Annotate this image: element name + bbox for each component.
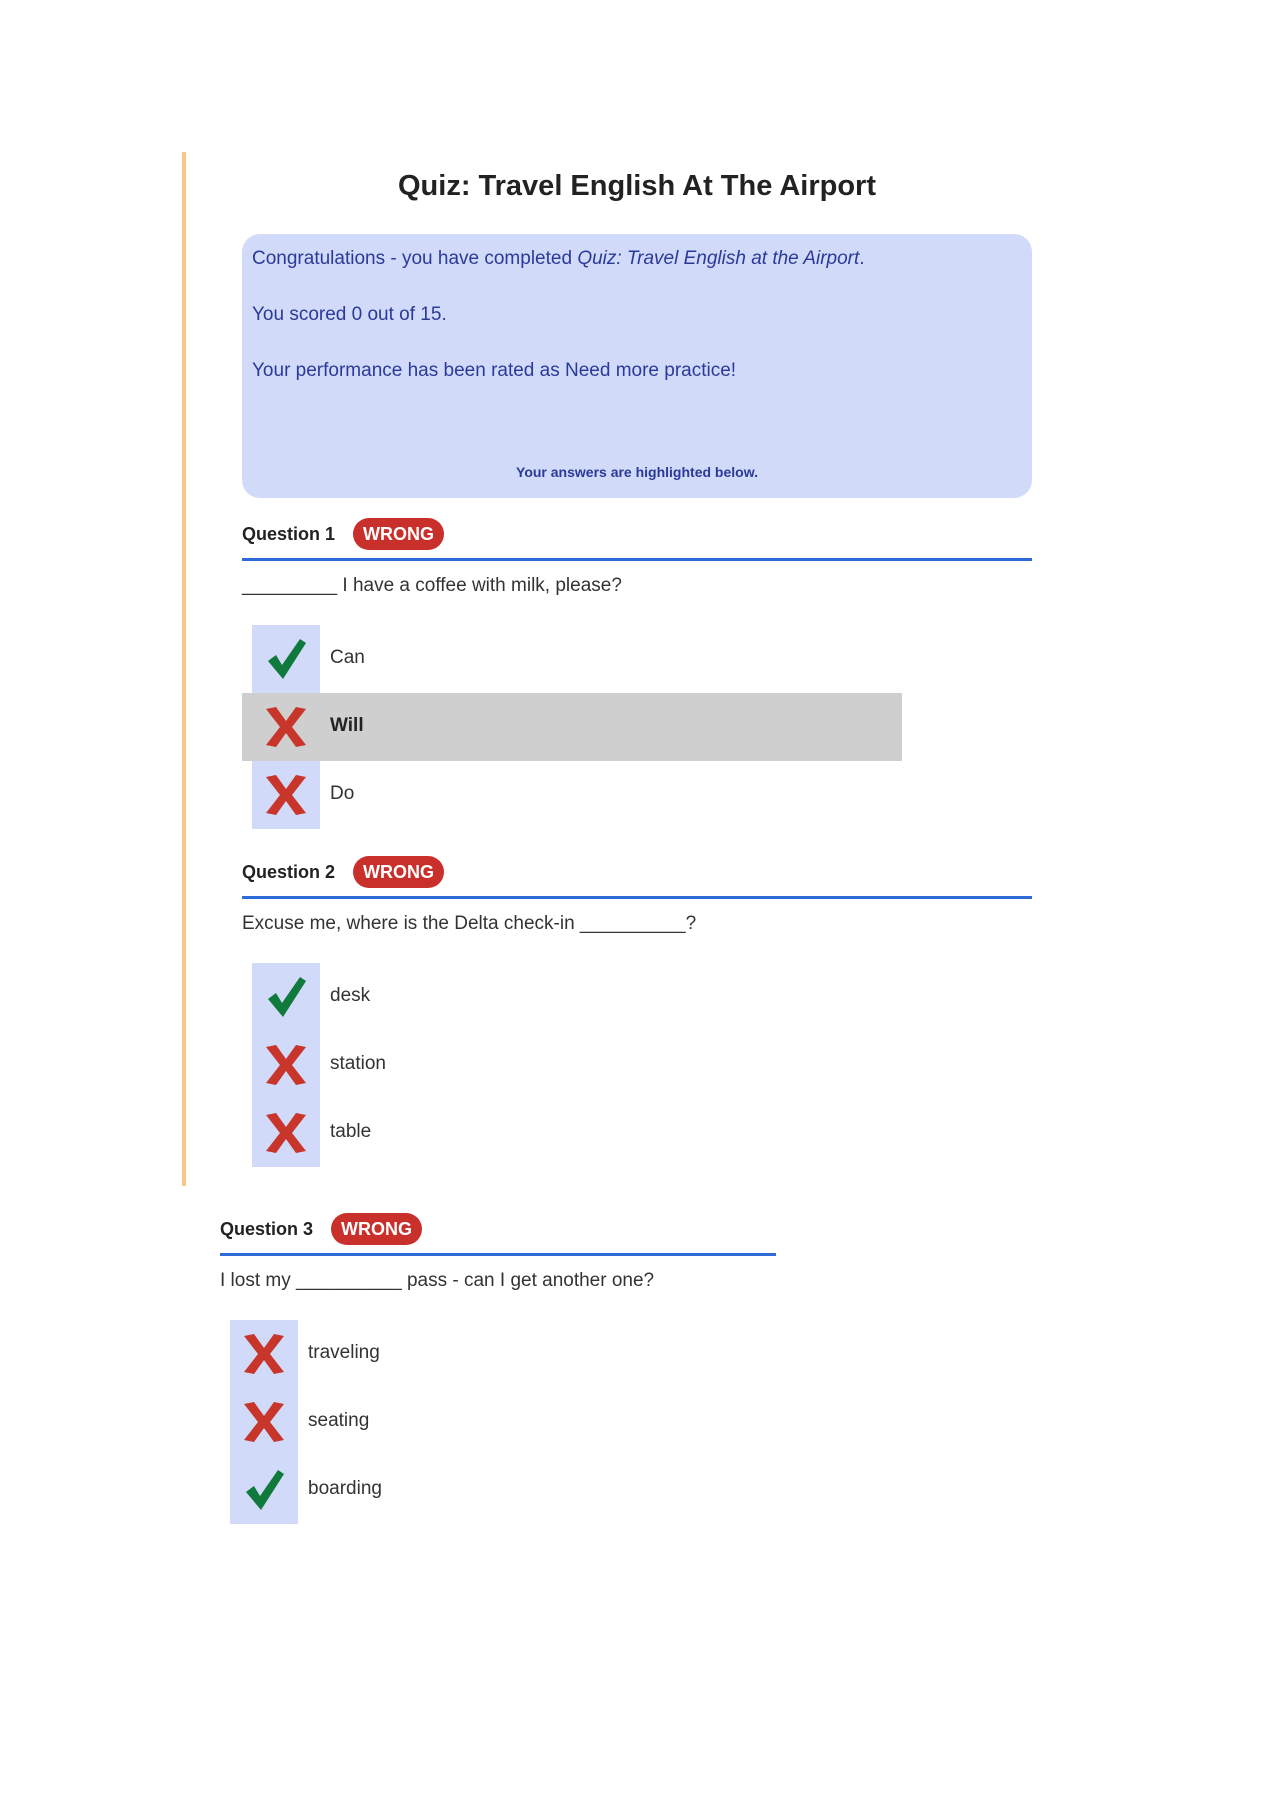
choice-text: Can — [330, 647, 365, 668]
check-icon — [252, 963, 320, 1031]
choice-traveling[interactable] — [220, 1320, 776, 1388]
left-accent-bar — [182, 152, 186, 1186]
check-icon — [230, 1456, 298, 1524]
x-icon — [252, 761, 320, 829]
question-divider — [242, 558, 1032, 561]
choice-can[interactable] — [242, 625, 902, 693]
question-3 — [220, 1213, 776, 1524]
status-badge: WRONG — [353, 518, 444, 550]
x-icon — [252, 693, 320, 761]
question-1 — [242, 518, 1032, 829]
choice-station[interactable] — [242, 1031, 902, 1099]
question-header — [242, 856, 1032, 892]
choice-text: seating — [308, 1410, 370, 1431]
question-prompt: I lost my __________ pass - can I get another one? — [220, 1270, 655, 1291]
question-prompt: _________ I have a coffee with milk, please? — [242, 575, 622, 596]
result-summary — [242, 234, 1032, 498]
quiz-name: Quiz: Travel English at the Airport — [577, 248, 860, 269]
answer-choices — [242, 625, 902, 829]
x-icon — [252, 1099, 320, 1167]
question-header — [220, 1213, 776, 1249]
choice-will[interactable] — [242, 693, 902, 761]
choice-text: desk — [330, 985, 371, 1006]
x-icon — [252, 1031, 320, 1099]
quiz-title: Quiz: Travel English At The Airport — [397, 170, 876, 202]
status-badge: WRONG — [331, 1213, 422, 1245]
question-label: Question 1 — [242, 524, 336, 544]
answer-choices — [242, 963, 902, 1167]
question-divider — [242, 896, 1032, 899]
choice-desk[interactable] — [242, 963, 902, 1031]
answers-note: Your answers are highlighted below. — [516, 464, 758, 480]
choice-text: boarding — [308, 1478, 382, 1499]
choice-do[interactable] — [242, 761, 902, 829]
x-icon — [230, 1320, 298, 1388]
answer-choices — [220, 1320, 776, 1524]
question-prompt: Excuse me, where is the Delta check-in __________? — [242, 913, 697, 934]
choice-text: Will — [330, 715, 364, 736]
score-line: You scored 0 out of 15. — [252, 304, 447, 325]
x-icon — [230, 1388, 298, 1456]
choice-table[interactable] — [242, 1099, 902, 1167]
question-divider — [220, 1253, 776, 1256]
rating-line: Your performance has been rated as Need more practice! — [252, 360, 737, 381]
check-icon — [252, 625, 320, 693]
question-label: Question 3 — [220, 1219, 314, 1239]
congrats-suffix: . — [859, 248, 865, 269]
choice-boarding[interactable] — [220, 1456, 776, 1524]
choice-text: Do — [330, 783, 355, 804]
question-label: Question 2 — [242, 862, 336, 882]
question-2 — [242, 856, 1032, 1167]
choice-text: traveling — [308, 1342, 380, 1363]
congrats-prefix: Congratulations - you have completed — [252, 248, 578, 269]
choice-text: table — [330, 1121, 372, 1142]
status-badge: WRONG — [353, 856, 444, 888]
choice-seating[interactable] — [220, 1388, 776, 1456]
congrats-line — [252, 248, 865, 270]
choice-text: station — [330, 1053, 386, 1074]
question-header — [242, 518, 1032, 554]
